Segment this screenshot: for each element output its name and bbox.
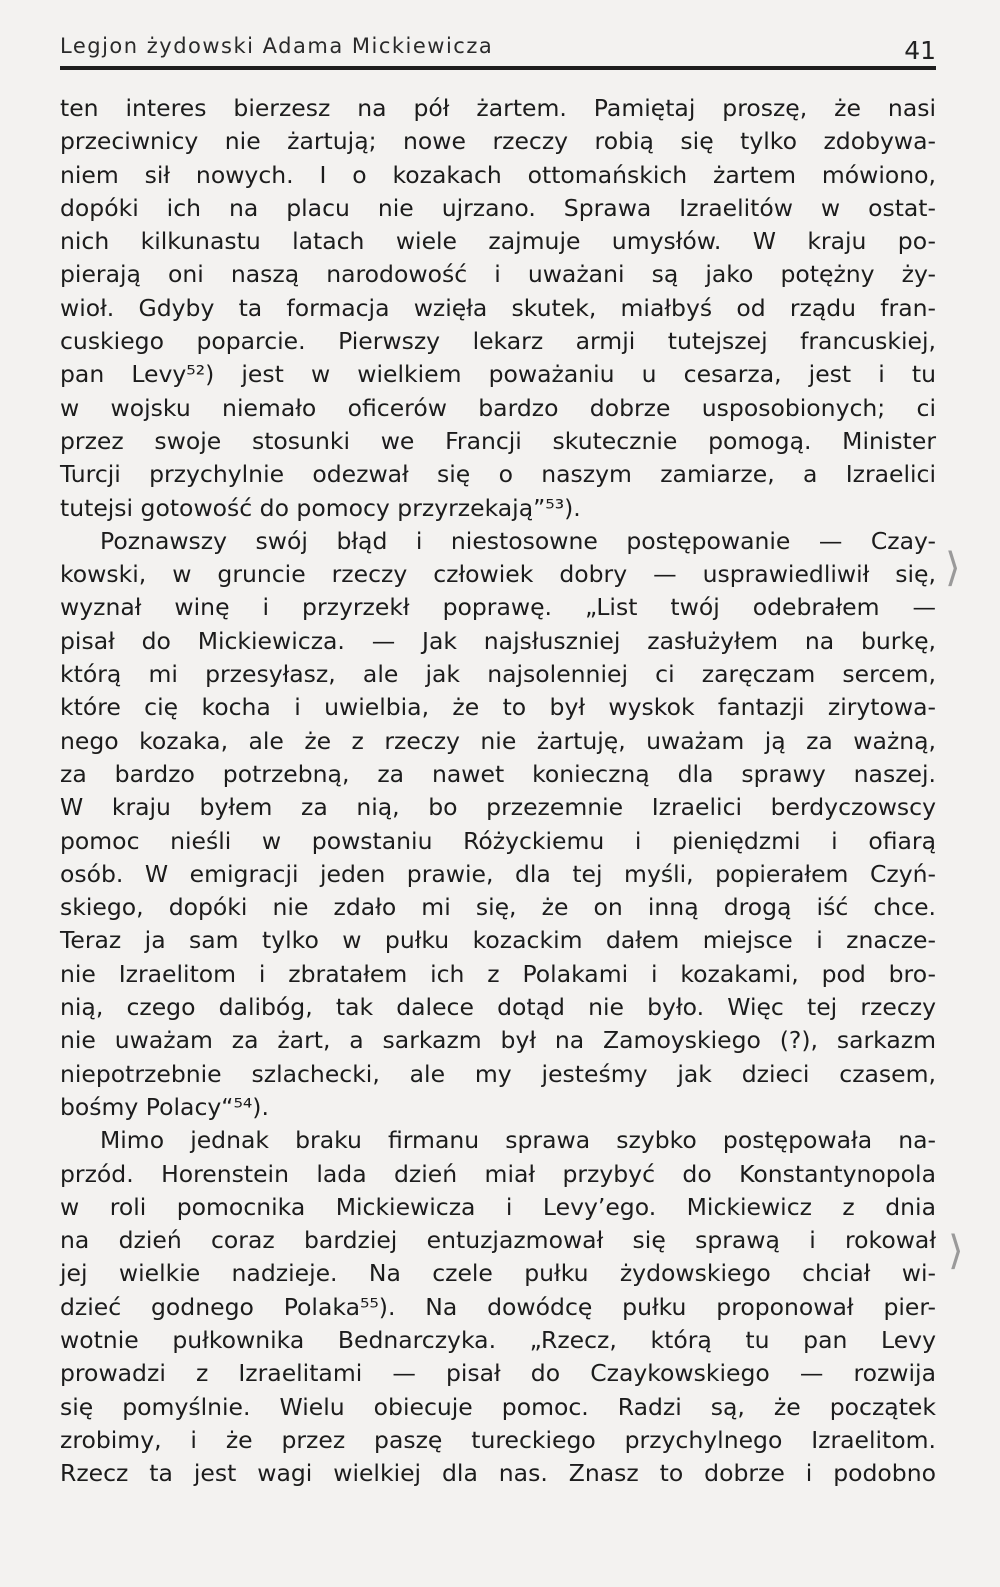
text-line: nią, czego dalibóg, tak dalece dotąd nie było. Więc tej rzeczy: [60, 993, 936, 1022]
text-line: którą mi przesyłasz, ale jak najsolenniej ci zaręczam sercem,: [60, 660, 936, 689]
text-line: cuskiego poparcie. Pierwszy lekarz armji tutejszej francuskiej,: [60, 327, 936, 356]
text-line: przód. Horenstein lada dzień miał przybyć do Konstantynopola: [60, 1159, 936, 1188]
running-title: Legjon żydowski Adama Mickiewicza: [60, 34, 494, 58]
text-line: wioł. Gdyby ta formacja wzięła skutek, miałbyś od rządu fran-: [60, 293, 936, 322]
text-line: kowski, w gruncie rzeczy człowiek dobry — usprawiedliwił się,: [60, 560, 936, 589]
text-line: Teraz ja sam tylko w pułku kozackim dałem miejsce i znacze-: [60, 926, 936, 955]
text-line: W kraju byłem za nią, bo przezemnie Izraelici berdyczowscy: [60, 793, 936, 822]
text-line: które cię kocha i uwielbia, że to był wyskok fantazji zirytowa-: [60, 693, 936, 722]
text-line: nie uważam za żart, a sarkazm był na Zamoyskiego (?), sarkazm: [60, 1026, 936, 1055]
text-line: przez swoje stosunki we Francji skutecznie pomogą. Minister: [60, 426, 936, 455]
text-line: wyznał winę i przyrzekł poprawę. „List twój odebrałem —: [60, 593, 936, 622]
text-line: za bardzo potrzebną, za nawet konieczną dla sprawy naszej.: [60, 759, 936, 788]
paragraph-end-line: tutejsi gotowość do pomocy przyrzekają”⁵³).: [60, 493, 581, 522]
text-line: pan Levy⁵²) jest w wielkiem poważaniu u cesarza, jest i tu: [60, 360, 936, 389]
body-text: [60, 92, 936, 1490]
text-line: dzieć godnego Polaka⁵⁵). Na dowódcę pułku proponował pier-: [60, 1292, 936, 1321]
text-line: pisał do Mickiewicza. — Jak najsłuszniej zasłużyłem na burkę,: [60, 626, 936, 655]
text-line: w roli pomocnika Mickiewicza i Levy’ego. Mickiewicz z dnia: [60, 1192, 936, 1221]
paragraph-end-line: bośmy Polacy“⁵⁴).: [60, 1092, 269, 1121]
text-line: niem sił nowych. I o kozakach ottomańskich żartem mówiono,: [60, 160, 936, 189]
text-line: nie Izraelitom i zbratałem ich z Polakami i kozakami, pod bro-: [60, 959, 936, 988]
text-line: nich kilkunastu latach wiele zajmuje umysłów. W kraju po-: [60, 227, 936, 256]
page-number: 41: [904, 36, 936, 65]
text-line: skiego, dopóki nie zdało mi się, że on inną drogą iść chce.: [60, 893, 936, 922]
text-line: pomoc nieśli w powstaniu Różyckiemu i pieniędzmi i ofiarą: [60, 826, 936, 855]
text-line: jej wielkie nadzieje. Na czele pułku żydowskiego chciał wi-: [60, 1259, 936, 1288]
text-line: pierają oni naszą narodowość i uważani są jako potężny ży-: [60, 260, 936, 289]
text-line: dopóki ich na placu nie ujrzano. Sprawa Izraelitów w ostat-: [60, 193, 936, 222]
text-line: Turcji przychylnie odezwał się o naszym zamiarze, a Izraelici: [60, 460, 936, 489]
text-line: nego kozaka, ale że z rzeczy nie żartuję, uważam ją za ważną,: [60, 726, 936, 755]
header-rule: [60, 66, 936, 70]
text-line: Rzecz ta jest wagi wielkiej dla nas. Znasz to dobrze i podobno: [60, 1459, 936, 1488]
text-line: prowadzi z Izraelitami — pisał do Czaykowskiego — rozwija: [60, 1359, 936, 1388]
text-line: niepotrzebnie szlachecki, ale my jesteśmy jak dzieci czasem,: [60, 1059, 936, 1088]
text-line: wotnie pułkownika Bednarczyka. „Rzecz, którą tu pan Levy: [60, 1325, 936, 1354]
paragraph-start-line: Poznawszy swój błąd i niestosowne postępowanie — Czay-: [100, 526, 936, 555]
text-line: w wojsku niemało oficerów bardzo dobrze usposobionych; ci: [60, 393, 936, 422]
text-line: przeciwnicy nie żartują; nowe rzeczy robią się tylko zdobywa-: [60, 127, 936, 156]
text-line: ten interes bierzesz na pół żartem. Pamiętaj proszę, że nasi: [60, 94, 936, 122]
text-line: na dzień coraz bardziej entuzjazmował się sprawą i rokował: [60, 1226, 936, 1255]
paragraph-start-line: Mimo jednak braku firmanu sprawa szybko postępowała na-: [100, 1126, 936, 1155]
text-line: zrobimy, i że przez paszę tureckiego przychylnego Izraelitom.: [60, 1425, 936, 1454]
text-line: osób. W emigracji jeden prawie, dla tej myśli, popierałem Czyń-: [60, 859, 936, 888]
text-line: się pomyślnie. Wielu obiecuje pomoc. Radzi są, że początek: [60, 1392, 936, 1421]
margin-bracket-mark: ⟩: [948, 1228, 964, 1274]
margin-bracket-mark: ⟩: [945, 545, 961, 591]
